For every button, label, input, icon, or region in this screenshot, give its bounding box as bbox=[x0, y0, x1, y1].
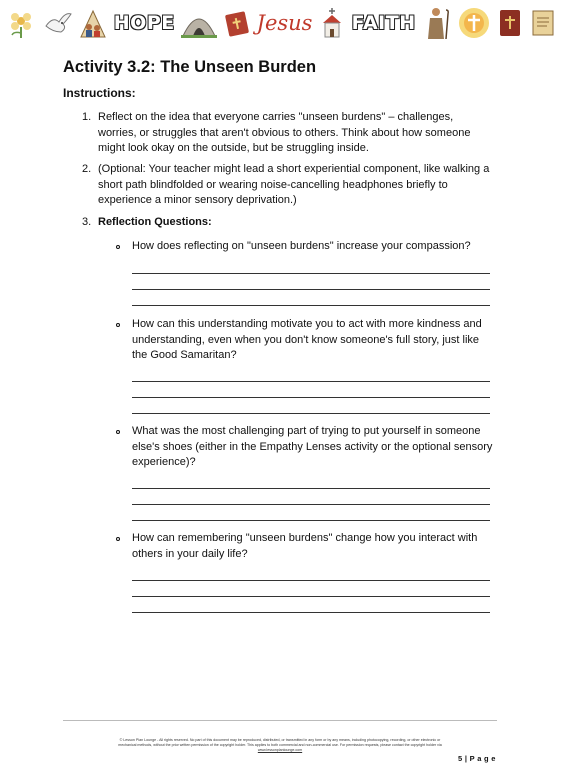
item-text: Reflection Questions: bbox=[98, 216, 212, 228]
item-number: 1. bbox=[82, 111, 92, 123]
copyright-notice bbox=[70, 738, 490, 753]
bullet-circle-icon bbox=[116, 323, 120, 327]
answer-line[interactable] bbox=[132, 488, 490, 489]
hope-word: HOPE bbox=[113, 12, 175, 34]
question-text: How can remembering "unseen burdens" change how you interact with others in your daily life? bbox=[132, 532, 478, 560]
answer-line[interactable] bbox=[132, 612, 490, 613]
bullet-circle-icon bbox=[116, 430, 120, 434]
instructions-label: Instructions: bbox=[63, 86, 136, 100]
answer-line[interactable] bbox=[132, 273, 490, 274]
church-icon bbox=[319, 7, 345, 39]
website-link[interactable]: www.lessonplanlounge.com bbox=[257, 748, 303, 752]
book-icon bbox=[497, 8, 523, 38]
question-text: How can this understanding motivate you to act with more kindness and understanding, even when you don't know someone's full story, just like the Good Samaritan? bbox=[132, 318, 482, 362]
item-number: 2. bbox=[82, 163, 92, 175]
jesus-word: Jesus bbox=[256, 11, 313, 35]
footer-divider bbox=[63, 720, 497, 721]
page-title: Activity 3.2: The Unseen Burden bbox=[63, 58, 317, 76]
header-banner bbox=[0, 0, 562, 46]
tomb-icon bbox=[181, 8, 217, 38]
item-text: Reflect on the idea that everyone carries "unseen burdens" – challenges, worries, or struggles that aren't obvious to others. Think about how someone might look okay on the outside, but be struggling inside. bbox=[98, 111, 471, 155]
shepherd-icon bbox=[422, 6, 450, 40]
answer-line[interactable] bbox=[132, 397, 490, 398]
copyright-line-2: mechanical methods, without the prior written permission of the copyright holder. This applies to both commercial and non-commercial use. For permission requests, please contact the copyright holder via bbox=[118, 743, 442, 747]
instruction-item-1 bbox=[82, 110, 492, 157]
instruction-item-2 bbox=[82, 162, 492, 209]
reflection-question-1 bbox=[116, 239, 494, 255]
answer-line[interactable] bbox=[132, 520, 490, 521]
nativity-icon bbox=[79, 7, 107, 39]
answer-line[interactable] bbox=[132, 381, 490, 382]
bullet-circle-icon bbox=[116, 245, 120, 249]
item-number: 3. bbox=[82, 216, 92, 228]
answer-line[interactable] bbox=[132, 504, 490, 505]
scroll-icon bbox=[530, 8, 556, 38]
answer-line[interactable] bbox=[132, 413, 490, 414]
sunburst-icon bbox=[457, 6, 491, 40]
page-number: 5 | P a g e bbox=[458, 754, 496, 763]
dove-icon bbox=[43, 8, 73, 38]
reflection-question-2 bbox=[116, 317, 494, 364]
bible-icon bbox=[224, 9, 250, 37]
answer-line[interactable] bbox=[132, 596, 490, 597]
faith-word: FAITH bbox=[351, 12, 416, 34]
instruction-item-3 bbox=[82, 215, 492, 231]
reflection-question-3 bbox=[116, 424, 494, 471]
flower-icon bbox=[6, 7, 36, 39]
answer-line[interactable] bbox=[132, 580, 490, 581]
bullet-circle-icon bbox=[116, 537, 120, 541]
answer-line[interactable] bbox=[132, 305, 490, 306]
reflection-question-4 bbox=[116, 531, 494, 562]
copyright-line-1: © Lesson Plan Lounge - All rights reserved. No part of this document may be reproduced, distributed, or transmitted in any form or by any means, including photocopying, recording, or other electronic or bbox=[119, 738, 441, 742]
answer-line[interactable] bbox=[132, 289, 490, 290]
question-text: What was the most challenging part of trying to put yourself in someone else's shoes (either in the Empathy Lenses activity or the optional sensory experience)? bbox=[132, 425, 493, 469]
question-text: How does reflecting on "unseen burdens" increase your compassion? bbox=[132, 240, 471, 252]
item-text: (Optional: Your teacher might lead a short experiential component, like walking a short path blindfolded or wearing noise-cancelling headphones briefly to experience a minor sensory deprivation.) bbox=[98, 163, 490, 207]
